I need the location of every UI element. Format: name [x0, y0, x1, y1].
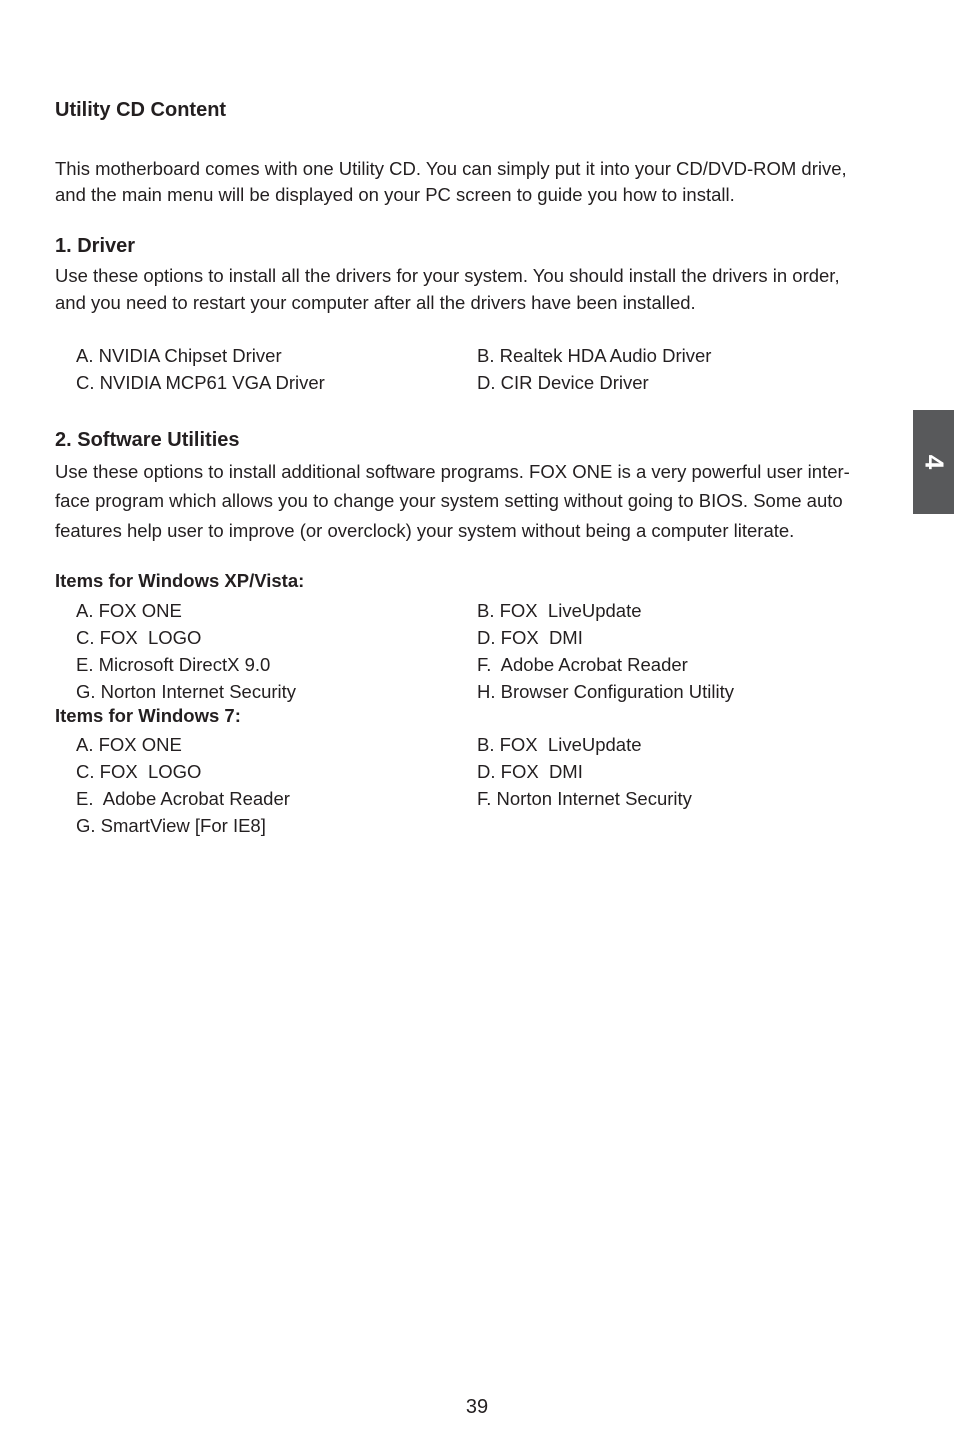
win7-item: G. SmartView [For IE8] [76, 815, 266, 836]
driver-item: B. Realtek HDA Audio Driver [477, 345, 712, 366]
xp-vista-item: A. FOX ONE [76, 600, 182, 621]
chapter-number: 4 [919, 454, 949, 470]
driver-text-line-2: and you need to restart your computer after all the drivers have been installed. [55, 292, 696, 313]
win7-heading: Items for Windows 7: [55, 705, 241, 726]
driver-item: D. CIR Device Driver [477, 372, 649, 393]
win7-item: E. Adobe Acrobat Reader [76, 788, 290, 809]
win7-item: B. FOX LiveUpdate [477, 734, 642, 755]
win7-item: A. FOX ONE [76, 734, 182, 755]
driver-item: A. NVIDIA Chipset Driver [76, 345, 282, 366]
page-number: 39 [465, 1396, 489, 1418]
software-text-line-1: Use these options to install additional software programs. FOX ONE is a very powerful user inter- [55, 461, 850, 482]
chapter-tab [913, 410, 954, 514]
xp-vista-item: G. Norton Internet Security [76, 681, 297, 702]
software-text-line-2: face program which allows you to change your system setting without going to BIOS. Some auto [55, 490, 843, 511]
intro-line-1: This motherboard comes with one Utility CD. You can simply put it into your CD/DVD-ROM drive, [55, 158, 847, 179]
win7-item: C. FOX LOGO [76, 761, 202, 782]
xp-vista-item: H. Browser Configuration Utility [477, 681, 735, 702]
xp-vista-item: F. Adobe Acrobat Reader [477, 654, 688, 675]
driver-item: C. NVIDIA MCP61 VGA Driver [76, 372, 325, 393]
win7-item: F. Norton Internet Security [477, 788, 692, 809]
win7-item: D. FOX DMI [477, 761, 583, 782]
software-text-line-3: features help user to improve (or overclock) your system without being a computer literate. [55, 520, 795, 541]
page-title: Utility CD Content [55, 99, 227, 121]
xp-vista-heading: Items for Windows XP/Vista: [55, 570, 305, 591]
intro-line-2: and the main menu will be displayed on your PC screen to guide you how to install. [55, 184, 735, 205]
xp-vista-item: B. FOX LiveUpdate [477, 600, 642, 621]
software-heading: 2. Software Utilities [55, 429, 240, 451]
xp-vista-item: E. Microsoft DirectX 9.0 [76, 654, 271, 675]
driver-text-line-1: Use these options to install all the drivers for your system. You should install the drivers in order, [55, 265, 840, 286]
xp-vista-item: D. FOX DMI [477, 627, 583, 648]
driver-heading: 1. Driver [55, 235, 136, 257]
xp-vista-item: C. FOX LOGO [76, 627, 202, 648]
